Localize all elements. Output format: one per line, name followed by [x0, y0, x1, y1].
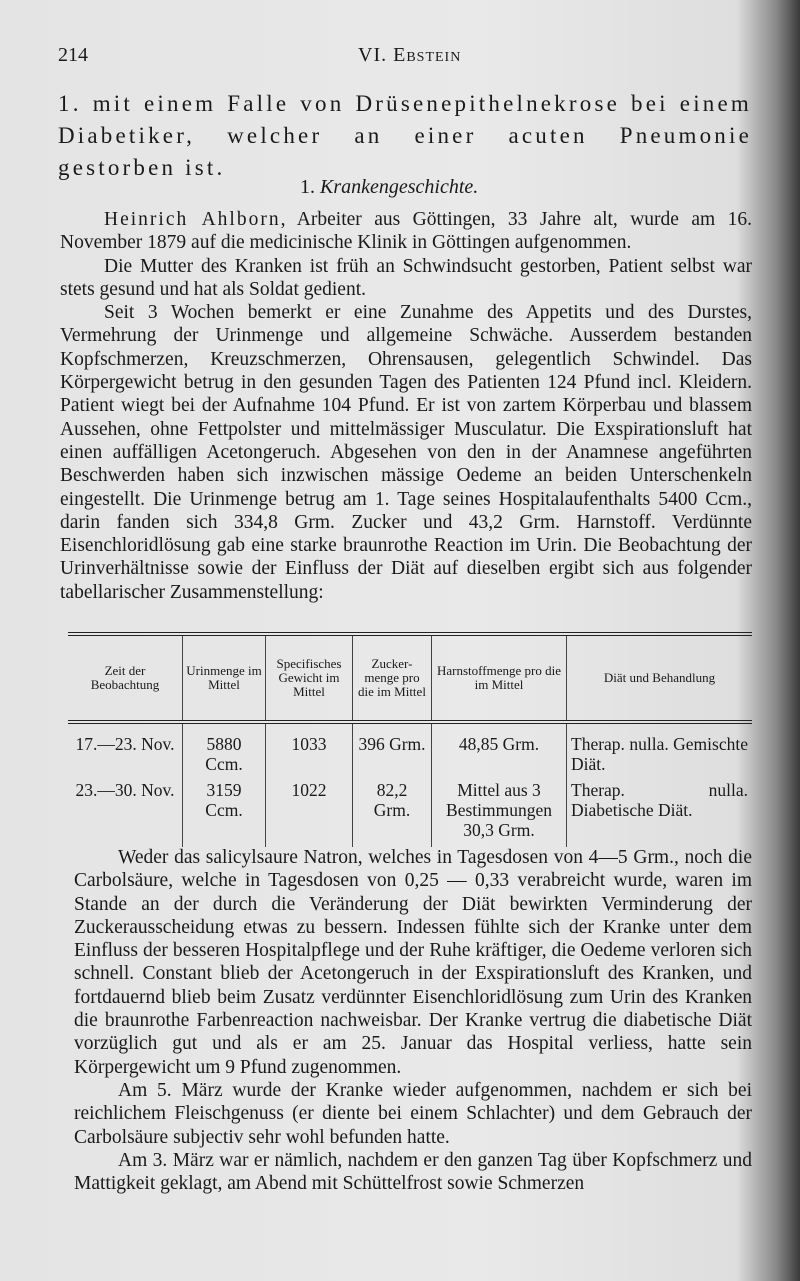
- subheading-number: 1.: [300, 176, 315, 198]
- subheading-text: Krankengeschichte.: [320, 176, 479, 198]
- table-header-cell: Zucker-menge pro die im Mittel: [353, 634, 432, 722]
- table-cell: Mittel aus 3 Bestimmungen 30,3 Grm.: [432, 777, 567, 847]
- body-text-lower: [74, 846, 752, 1195]
- table-cell: 82,2 Grm.: [353, 777, 432, 847]
- page-number: 214: [58, 44, 88, 66]
- paragraph-symptoms: Seit 3 Wochen bemerkt er eine Zunahme des Appetits und des Durstes, Vermehrung der Urinmenge und allgemeine Schwäche. Ausserdem bestanden Kopfschmerzen, Kreuzschmerzen, Ohrensausen, gelegentlich Schwindel. Das Körpergewicht betrug in den gesunden Tagen des Patienten 124 Pfund incl. Kleidern. Patient wiegt bei der Aufnahme 104 Pfund. Er ist von zartem Körperbau und blassem Aussehen, ohne Fettpolster und mittelmässiger Musculatur. Die Exspirationsluft hat einen auffälligen Acetongeruch. Abgesehen von den in der Anamnese angeführten Beschwerden haben sich inzwischen mässige Oedeme an beiden Unterschenkeln eingestellt. Die Urinmenge betrug am 1. Tage seines Hospitalaufenthalts 5400 Ccm., darin fanden sich 334,8 Grm. Zucker und 43,2 Grm. Harnstoff. Verdünnte Eisenchloridlösung gab eine starke braunrothe Reaction im Urin. Die Beobachtung der Urinverhältnisse sowie der Einfluss der Diät auf dieselben ergibt sich aus folgender tabellarischer Zusammenstellung:: [60, 302, 752, 603]
- running-head-prefix: VI.: [358, 44, 388, 66]
- section-title: 1. mit einem Falle von Drüsenepithelnekrose bei einem Diabetiker, welcher an einer acuten Pneumonie gestorben ist.: [58, 91, 752, 180]
- page-header: [58, 44, 758, 74]
- paragraph-readmission: Am 5. März wurde der Kranke wieder aufgenommen, nachdem er sich bei reichlichem Fleischgenuss (er diente bei einem Schlachter) und dem Gebrauch der Carbolsäure subjectiv sehr wohl befunden hatte.: [74, 1079, 752, 1148]
- paragraph-history: Die Mutter des Kranken ist früh an Schwindsucht gestorben, Patient selbst war stets gesund und hat als Soldat gedient.: [60, 255, 752, 300]
- table-cell: 396 Grm.: [353, 722, 432, 777]
- table-row: [68, 777, 752, 847]
- table-header-cell: Specifisches Gewicht im Mittel: [266, 634, 353, 722]
- patient-name: Heinrich Ahlborn: [104, 209, 281, 230]
- table-cell: 48,85 Grm.: [432, 722, 567, 777]
- subheading: [300, 176, 478, 199]
- observation-table: [68, 632, 752, 847]
- running-head: [358, 44, 461, 67]
- table-header-cell: Urinmenge im Mittel: [183, 634, 266, 722]
- table-cell: Therap. nulla. Gemischte Diät.: [567, 722, 753, 777]
- paragraph-treatment: Weder das salicylsaure Natron, welches in Tagesdosen von 4—5 Grm., noch die Carbolsäure, welche in Tagesdosen von 0,25 — 0,33 verabreicht wurde, waren im Stande an der durch die Veränderung der Diät bewirkten Verminderung der Zuckerausscheidung etwas zu bessern. Indessen fühlte sich der Kranke unter dem Einfluss der besseren Hospitalpflege und der Ruhe kräftiger, die Oedeme verloren sich schnell. Constant blieb der Acetongeruch in der Exspirationsluft des Kranken, und fortdauernd blieb beim Zusatz verdünnter Eisenchloridlösung zum Urin des Kranken die braunrothe Farbenreaction nachweisbar. Der Kranke vertrug die diabetische Diät vorzüglich gut und als er am 25. Januar das Hospital verliess, hatte sein Körpergewicht um 9 Pfund zugenommen.: [74, 847, 752, 1078]
- admission-text: , Arbeiter aus Göttingen, 33 Jahre alt, wurde am 16. November 1879 auf die medicinische Klinik in Göttingen aufgenommen.: [60, 209, 753, 254]
- table-row: [68, 722, 752, 777]
- paragraph-onset: Am 3. März war er nämlich, nachdem er den ganzen Tag über Kopfschmerz und Mattigkeit geklagt, am Abend mit Schüttelfrost sowie Schmerzen: [74, 1149, 752, 1195]
- body-text-upper: [60, 208, 752, 604]
- table-cell: 1022: [266, 777, 353, 847]
- table-header-cell: Harnstoffmenge pro die im Mittel: [432, 634, 567, 722]
- table-cell: 5880 Ccm.: [183, 722, 266, 777]
- table-header-row: [68, 634, 752, 722]
- running-head-author: Ebstein: [393, 44, 462, 66]
- paragraph-admission: [60, 208, 752, 255]
- table-cell: Therap. nulla. Diabetische Diät.: [567, 777, 753, 847]
- table-cell: 17.—23. Nov.: [75, 734, 175, 754]
- table-cell: 3159 Ccm.: [183, 777, 266, 847]
- table-cell: 23.—30. Nov.: [75, 780, 175, 800]
- table-header-cell: Zeit der Beobachtung: [68, 634, 183, 722]
- table-header-cell: Diät und Behandlung: [567, 634, 753, 722]
- table-cell: 1033: [266, 722, 353, 777]
